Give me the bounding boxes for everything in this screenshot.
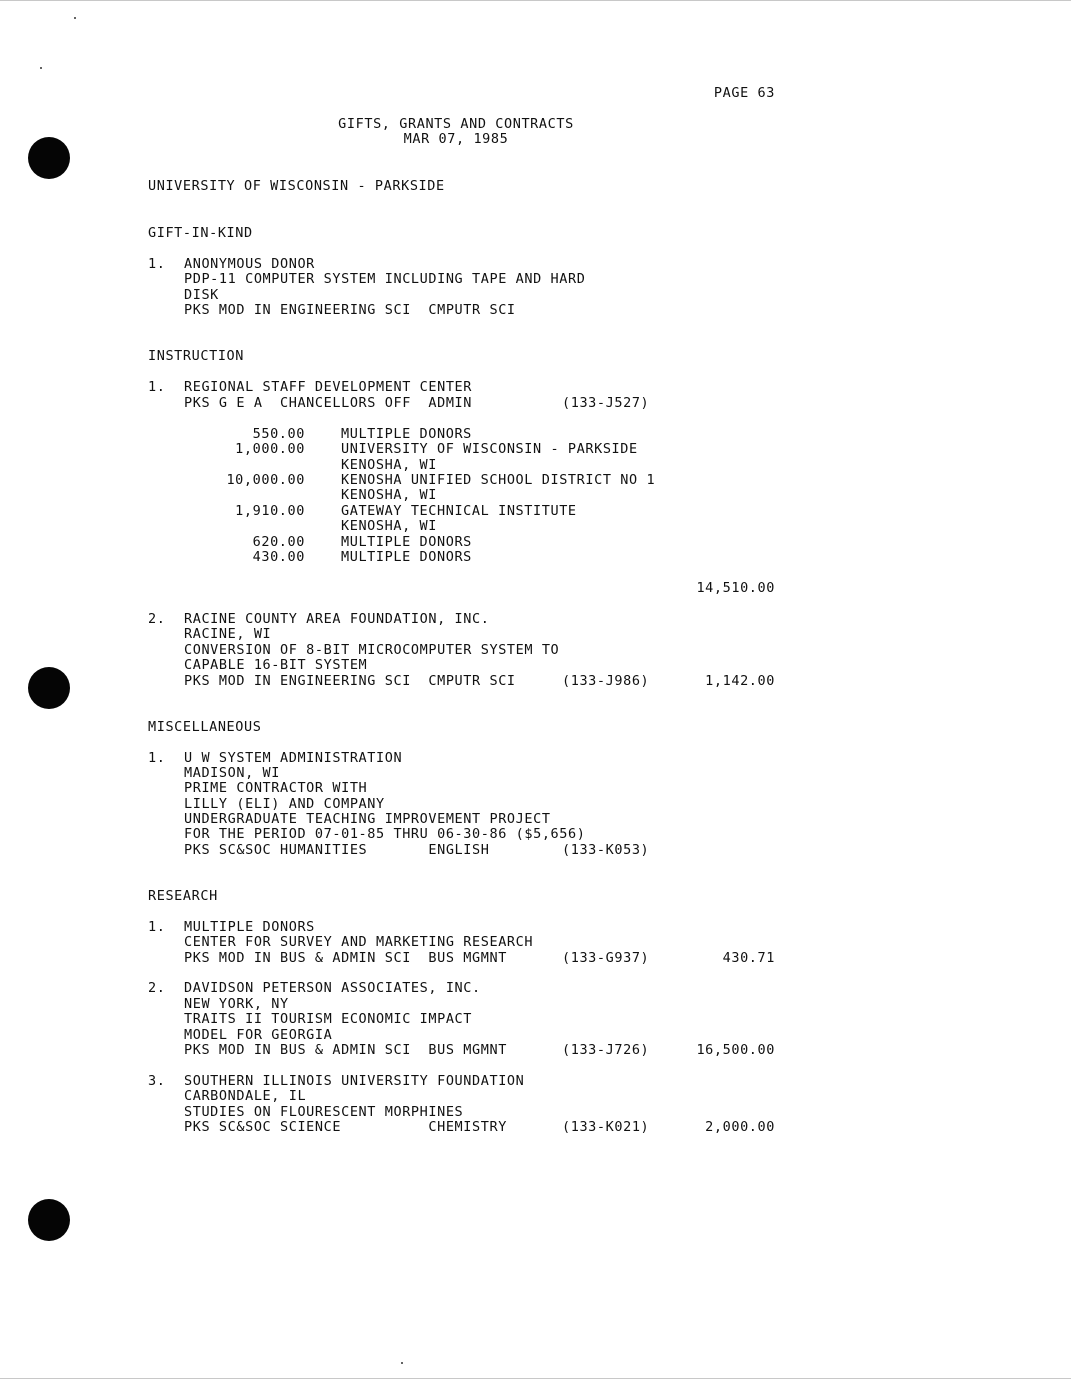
- donor-amount: 1,000.00: [235, 441, 305, 457]
- institution-name: UNIVERSITY OF WISCONSIN - PARKSIDE: [148, 178, 445, 194]
- donor-amount: 10,000.00: [226, 472, 305, 488]
- item-line: PKS MOD IN ENGINEERING SCI CMPUTR SCI: [184, 673, 516, 689]
- item-line: U W SYSTEM ADMINISTRATION: [184, 750, 403, 766]
- item-number: 2.: [148, 980, 166, 996]
- account-code: (133-J726): [562, 1042, 650, 1058]
- item-line: DAVIDSON PETERSON ASSOCIATES, INC.: [184, 980, 481, 996]
- section-heading-research: RESEARCH: [148, 888, 218, 904]
- item-line: PKS MOD IN BUS & ADMIN SCI BUS MGMNT: [184, 950, 507, 966]
- section-heading-gift-in-kind: GIFT-IN-KIND: [148, 225, 253, 241]
- account-code: (133-J527): [562, 395, 650, 411]
- donor-name: KENOSHA UNIFIED SCHOOL DISTRICT NO 1: [341, 472, 656, 488]
- item-line: PKS MOD IN BUS & ADMIN SCI BUS MGMNT: [184, 1042, 507, 1058]
- top-edge: [0, 0, 1071, 1]
- donor-name: GATEWAY TECHNICAL INSTITUTE: [341, 503, 577, 519]
- item-line: MADISON, WI: [184, 765, 281, 781]
- item-line: DISK: [184, 287, 219, 303]
- item-number: 3.: [148, 1073, 166, 1089]
- donor-amount: 550.00: [252, 426, 305, 442]
- item-line: CARBONDALE, IL: [184, 1088, 307, 1104]
- speck: [74, 17, 76, 19]
- item-line: MODEL FOR GEORGIA: [184, 1027, 333, 1043]
- item-line: LILLY (ELI) AND COMPANY: [184, 796, 385, 812]
- speck: [401, 1362, 403, 1364]
- account-code: (133-J986): [562, 673, 650, 689]
- item-line: ANONYMOUS DONOR: [184, 256, 315, 272]
- item-line: RACINE COUNTY AREA FOUNDATION, INC.: [184, 611, 490, 627]
- page-number: PAGE 63: [713, 85, 775, 101]
- donor-location: KENOSHA, WI: [341, 457, 438, 473]
- report-title: GIFTS, GRANTS AND CONTRACTS: [338, 116, 574, 132]
- item-line: CAPABLE 16-BIT SYSTEM: [184, 657, 368, 673]
- item-line: CONVERSION OF 8-BIT MICROCOMPUTER SYSTEM TO: [184, 642, 560, 658]
- account-code: (133-K021): [562, 1119, 650, 1135]
- item-line: CENTER FOR SURVEY AND MARKETING RESEARCH: [184, 934, 534, 950]
- punch-hole-middle: [28, 667, 70, 709]
- item-number: 1.: [148, 256, 166, 272]
- item-line: UNDERGRADUATE TEACHING IMPROVEMENT PROJECT: [184, 811, 551, 827]
- item-line: PKS SC&SOC SCIENCE CHEMISTRY: [184, 1119, 507, 1135]
- item-line: NEW YORK, NY: [184, 996, 289, 1012]
- item-total: 14,510.00: [696, 580, 775, 596]
- item-number: 1.: [148, 919, 166, 935]
- punch-hole-top: [28, 137, 70, 179]
- report-date: MAR 07, 1985: [403, 131, 509, 147]
- item-number: 1.: [148, 379, 166, 395]
- speck: [40, 67, 42, 69]
- section-heading-miscellaneous: MISCELLANEOUS: [148, 719, 262, 735]
- item-line: PKS G E A CHANCELLORS OFF ADMIN: [184, 395, 473, 411]
- item-number: 2.: [148, 611, 166, 627]
- item-line: TRAITS II TOURISM ECONOMIC IMPACT: [184, 1011, 473, 1027]
- item-line: REGIONAL STAFF DEVELOPMENT CENTER: [184, 379, 473, 395]
- item-line: RACINE, WI: [184, 626, 272, 642]
- section-heading-instruction: INSTRUCTION: [148, 348, 245, 364]
- item-line: MULTIPLE DONORS: [184, 919, 315, 935]
- account-code: (133-K053): [562, 842, 650, 858]
- item-line: SOUTHERN ILLINOIS UNIVERSITY FOUNDATION: [184, 1073, 525, 1089]
- donor-name: MULTIPLE DONORS: [341, 426, 472, 442]
- donor-name: UNIVERSITY OF WISCONSIN - PARKSIDE: [341, 441, 638, 457]
- donor-amount: 430.00: [252, 549, 305, 565]
- item-line: PKS MOD IN ENGINEERING SCI CMPUTR SCI: [184, 302, 516, 318]
- donor-location: KENOSHA, WI: [341, 487, 438, 503]
- donor-amount: 1,910.00: [235, 503, 305, 519]
- item-number: 1.: [148, 750, 166, 766]
- item-line: FOR THE PERIOD 07-01-85 THRU 06-30-86 ($5,656): [184, 826, 586, 842]
- donor-name: MULTIPLE DONORS: [341, 549, 472, 565]
- item-line: PDP-11 COMPUTER SYSTEM INCLUDING TAPE AND HARD: [184, 271, 586, 287]
- punch-hole-bottom: [28, 1199, 70, 1241]
- donor-amount: 620.00: [252, 534, 305, 550]
- item-amount: 430.71: [722, 950, 775, 966]
- donor-location: KENOSHA, WI: [341, 518, 438, 534]
- donor-name: MULTIPLE DONORS: [341, 534, 472, 550]
- item-line: PRIME CONTRACTOR WITH: [184, 780, 368, 796]
- item-amount: 1,142.00: [705, 673, 775, 689]
- item-line: PKS SC&SOC HUMANITIES ENGLISH: [184, 842, 490, 858]
- item-amount: 16,500.00: [696, 1042, 775, 1058]
- item-amount: 2,000.00: [705, 1119, 775, 1135]
- account-code: (133-G937): [562, 950, 650, 966]
- item-line: STUDIES ON FLOURESCENT MORPHINES: [184, 1104, 464, 1120]
